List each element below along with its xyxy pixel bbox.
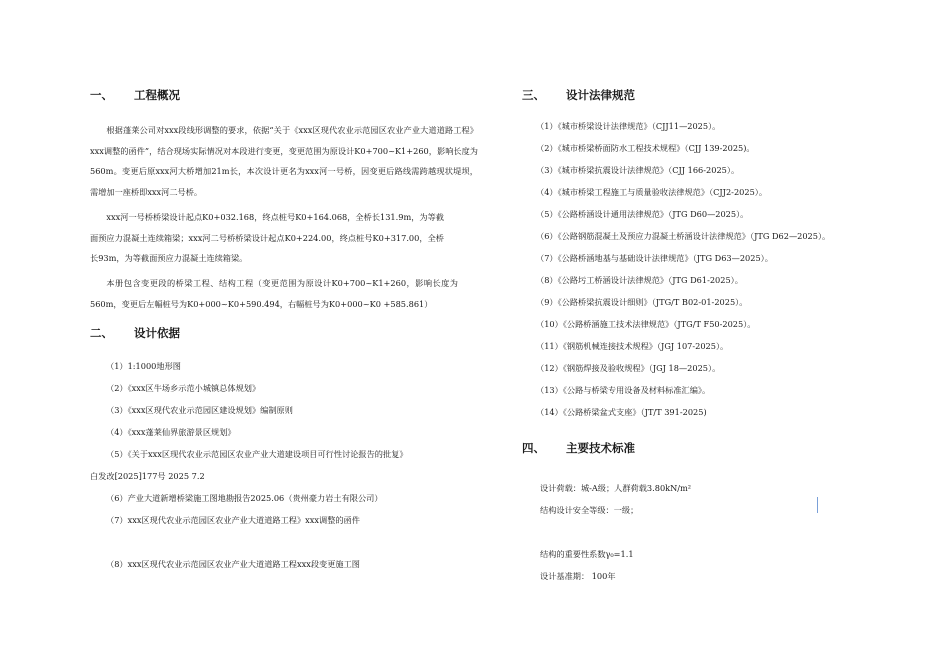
section-number: 四、 (522, 441, 545, 455)
code-item: （6）《公路钢筋混凝土及预应力混凝土桥涵设计法律规范》（JTG D62—2025）。 (536, 231, 831, 241)
code-item: （10）《公路桥涵施工技术法律规范》（JTG/T F50-2025）。 (536, 319, 756, 329)
section-title: 工程概况 (134, 88, 180, 102)
design-reference-period: 设计基准期： 100年 (540, 571, 616, 581)
section-heading-basis (90, 325, 180, 341)
code-item: （13）《公路与桥梁专用设备及材料标准汇编》。 (536, 385, 711, 395)
section-heading-standards (522, 440, 635, 456)
section-title: 设计依据 (134, 326, 180, 340)
section-number: 一、 (90, 88, 113, 102)
importance-factor: 结构的重要性系数γ₀=1.1 (540, 549, 634, 559)
overview-paragraph-2: xxx河一号桥桥梁设计起点K0+032.168，终点桩号K0+164.068，全桥长131.9m，为等截面预应力混凝土连续箱梁；xxx河二号桥桥梁设计起点K0+224.00，终点桩号K0+317.00，全桥长93m，为等截面预应力混凝土连续箱梁。 (90, 212, 444, 263)
basis-item: （2）《xxx区牛场乡示范小城镇总体规划》 (106, 383, 261, 393)
code-item: （1）《城市桥梁设计法律规范》（CJJ11—2025）。 (536, 121, 721, 131)
code-item: （9）《公路桥梁抗震设计细则》（JTG/T B02-01-2025）。 (536, 297, 748, 307)
safety-grade: 结构设计安全等级：一级； (540, 505, 639, 515)
section-number: 二、 (90, 326, 113, 340)
basis-item: （1）1:1000地形图 (106, 361, 181, 371)
code-item: （8）《公路圬工桥涵设计法律规范》（JTG D61-2025）。 (536, 275, 743, 285)
basis-item: （3）《xxx区现代农业示范园区建设规划》编制原则 (106, 405, 293, 415)
basis-item: （5）《关于xxx区现代农业示范园区农业产业大道建设项目可行性讨论报告的批复》 (106, 449, 408, 459)
design-load: 设计荷载：城-A级；人群荷载3.80kN/m² (540, 483, 692, 493)
code-item: （7）《公路桥涵地基与基础设计法律规范》（JTG D63—2025）。 (536, 253, 773, 263)
overview-paragraph-3: 本册包含变更段的桥梁工程、结构工程（变更范围为原设计K0+700~K1+260，影响长度为560m，变更后左幅桩号为K0+000~K0+590.494，右幅桩号为K0+000~K0 +585.861） (90, 278, 458, 309)
basis-item: （6）产业大道新增桥梁施工图地勘报告2025.06（贵州豪力岩土有限公司） (106, 493, 383, 503)
text-cursor (817, 497, 818, 513)
code-item: （4）《城市桥梁工程施工与质量验收法律规范》（CJJ2-2025）。 (536, 187, 768, 197)
code-item: （12）《钢筋焊接及验收规程》（JGJ 18—2025）。 (536, 363, 721, 373)
section-title: 主要技术标准 (566, 441, 635, 455)
section-heading-overview (90, 87, 180, 103)
code-item: （3）《城市桥梁抗震设计法律规范》（CJJ 166-2025）。 (536, 165, 740, 175)
basis-item: （7）xxx区现代农业示范园区农业产业大道道路工程》xxx调整的函件 (106, 515, 360, 525)
section-heading-codes (522, 87, 635, 103)
code-item: （11）《钢筋机械连接技术规程》（JGJ 107-2025）。 (536, 341, 729, 351)
basis-item: （8）xxx区现代农业示范园区农业产业大道道路工程xxx段变更施工图 (106, 559, 360, 569)
basis-item: （4）《xxx蓬莱仙界旅游景区规划》 (106, 427, 236, 437)
section-title: 设计法律规范 (566, 88, 635, 102)
overview-paragraph-1: 根据蓬莱公司对xxx段线形调整的要求，依据“关于《xxx区现代农业示范园区农业产业大道道路工程》xxx调整的函件”，结合现场实际情况对本段进行变更，变更范围为原设计K0+700~K1+260，影响长度为560m。变更后原xxx河大桥增加21m长，本次设计更名为xxx河一号桥，因变更后路线需跨越现状堤坝，需增加一座桥即xxx河二号桥。 (90, 125, 478, 197)
section-number: 三、 (522, 88, 545, 102)
code-item: （14）《公路桥梁盆式支座》（JT/T 391-2025) (536, 407, 707, 417)
basis-item-continuation: 白发改[2025]177号 2025 7.2 (90, 471, 205, 481)
code-item: （2）《城市桥梁桥面防水工程技术规程》（CJJ 139-2025)。 (536, 143, 755, 153)
code-item: （5）《公路桥涵设计通用法律规范》（JTG D60—2025）。 (536, 209, 749, 219)
